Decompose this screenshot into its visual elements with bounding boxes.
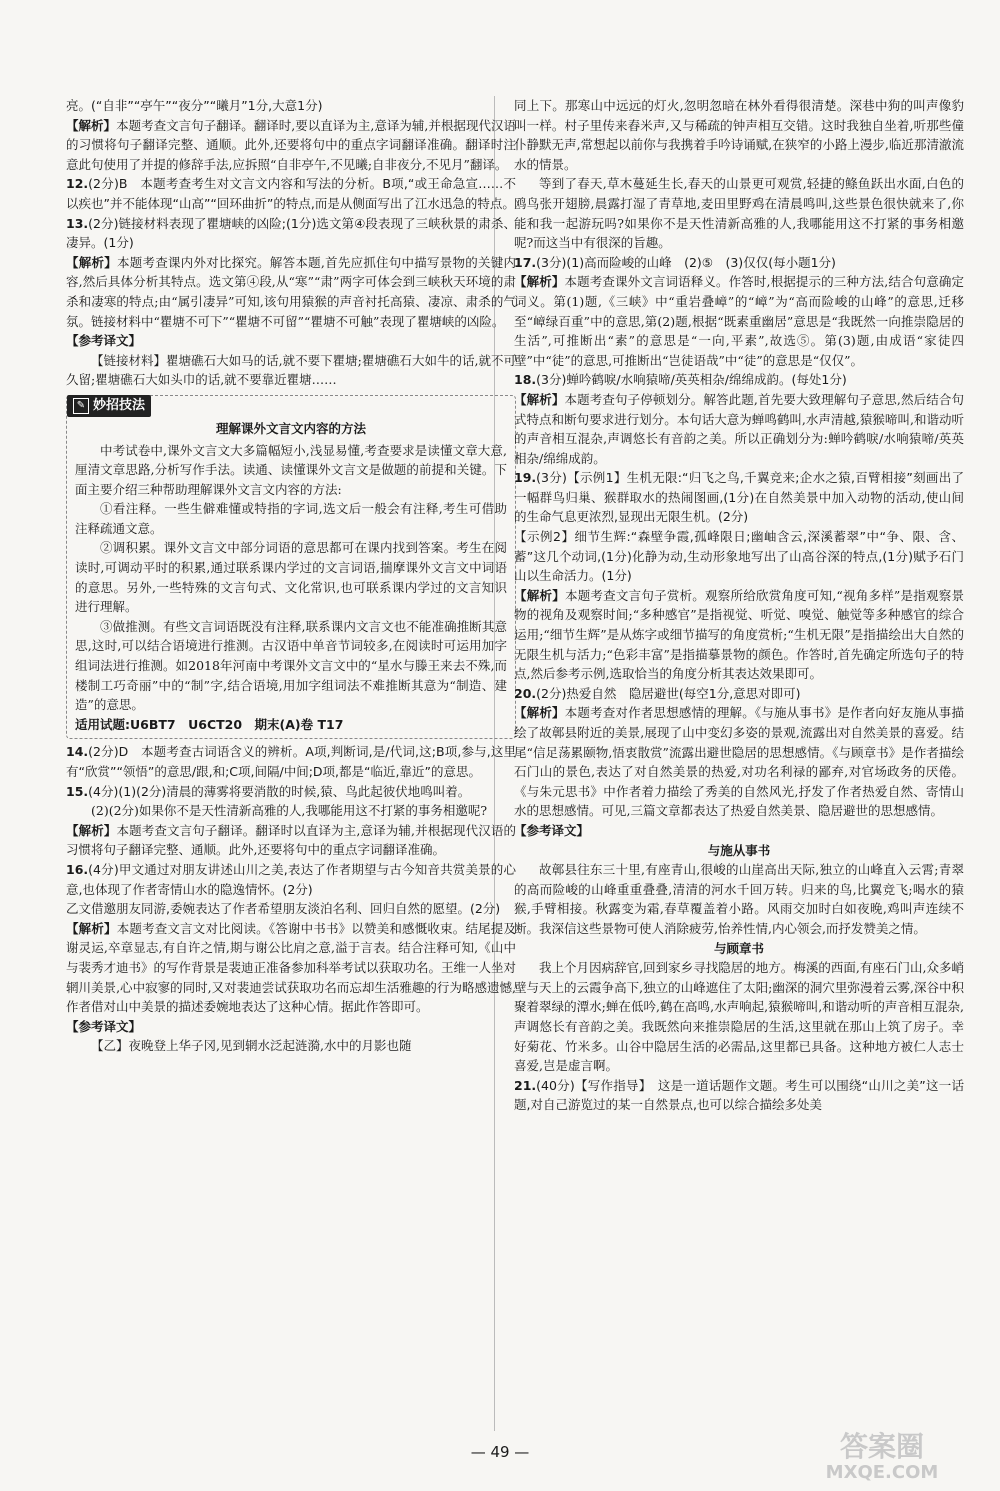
analysis-block <box>514 272 964 370</box>
answer-text: (40分)【写作指导】 这是一道话题作文题。考生可以围绕“山川之美”这一话题,对自己游览过的某一自然景点,也可以综合描绘多处美 <box>514 1077 964 1113</box>
analysis-block <box>66 821 516 860</box>
question-number: 16. <box>66 861 89 877</box>
answer-text: (2分)D 本题考查古词语含义的辨析。A项,判断词,是/代词,这;B项,参与,这里有“欣赏”“领悟”的意思/跟,和;C项,间隔/中间;D项,都是“临近,靠近”的意思。 <box>66 744 516 779</box>
analysis-text: 本题考查文言句子赏析。观察所给欣赏角度可知,“视角多样”是指观察景物的视角及观察时间;“多种感官”是指视觉、听觉、嗅觉、触觉等多种感官的综合运用;“细节生辉”是从炼字或细节描写的角度赏析;“生机无限”是指描绘出大自然的无限生机与活力;“色彩丰富”是指描摹景物的颜色。作答时,首先确定所选句子的特点,然后参考示例,选取恰当的角度分析其表达效果即可。 <box>514 587 964 682</box>
question-14 <box>66 742 516 781</box>
watermark-logo <box>782 1424 982 1484</box>
analysis-tag: 【解析】 <box>514 587 565 603</box>
answer-text: (2分)热爱自然 隐居避世(每空1分,意思对即可) <box>536 685 801 701</box>
analysis-tag: 【解析】 <box>66 117 117 133</box>
question-15 <box>66 782 516 802</box>
question-number: 12. <box>66 176 89 192</box>
question-number: 15. <box>66 783 89 799</box>
question-19 <box>514 468 964 527</box>
tip-header <box>67 395 507 417</box>
reference-translation-text: 等到了春天,草木蔓延生长,春天的山景更可观赏,轻捷的鲦鱼跃出水面,白色的鸥鸟张开翅膀,晨露打湿了青草地,麦田里野鸡在清晨鸣叫,这些景色很快就来了,你能和我一起游玩吗?如果你不是天性清新高雅的人,我哪能用这不打紧的事务相邀呢?而这当中有很深的旨趣。 <box>514 176 964 251</box>
reference-translation-text: 故鄣县往东三十里,有座青山,很峻的山崖高出天际,独立的山峰直入云霄;青翠的高而险峻的山峰重重叠叠,清清的河水千回万转。归来的鸟,比翼竞飞;喝水的猿猴,手臂相接。秋露变为霜,春草覆盖着小路。风雨交加时白如夜晚,鸡叫声连续不断。我深信这些景物可使人消除疲劳,怡养性情,内心领会,而抒发赞美之情。 <box>514 862 964 936</box>
translation-title: 与施从事书 <box>707 842 771 858</box>
analysis-text: 本题考查句子停顿划分。解答此题,首先要大致理解句子意思,然后结合句式特点和断句要求进行划分。本句话大意为蝉鸣鹤叫,水声清越,猿猴啼叫,和谐动听的声音相互混杂,声调悠长有音韵之美。所以正确划分为:蝉吟鹤唳/水响猿啼/英英相杂/绵绵成韵。 <box>514 391 964 466</box>
analysis-block <box>66 253 516 331</box>
question-number: 21. <box>514 1077 537 1093</box>
reference-translation-text: 【乙】夜晚登上华子冈,见到辋水泛起涟漪,水中的月影也随 <box>91 1038 412 1054</box>
analysis-text: 本题考查文言句子翻译。翻译时以直译为主,意译为辅,并根据现代汉语的习惯将句子翻译完整、通顺。此外,还要将句中的重点字词翻译准确。 <box>66 822 516 858</box>
tip-paragraph: ①看注释。一些生僻难懂或特指的字词,选文后一般会有注释,考生可借助注释疏通文意。 <box>75 501 507 536</box>
answer-text: (2分)B 本题考查考生对文言文内容和写法的分析。B项,“或王命急宣……不以疾也”并不能体现“山高”“回环曲折”的特点,而是从侧面写出了江水迅急的特点。 <box>66 176 516 211</box>
question-16 <box>66 860 516 899</box>
analysis-tag: 【解析】 <box>514 274 565 290</box>
answer-text: 【示例2】细节生辉:“森壁争霞,孤峰限日;幽岫含云,深溪蓄翠”中“争、限、含、蓄”这几个动词,(1分)化静为动,生动形象地写出了山高谷深的特点,(1分)赋予石门山以生命活力。(1分) <box>514 529 964 584</box>
right-column <box>514 96 964 1115</box>
analysis-text: 本题考查对作者思想感情的理解。《与施从事书》是作者向好友施从事描绘了故鄣县附近的美景,展现了山中变幻多姿的景观,流露出对自然美景的喜爱。结尾“信足荡累颐物,悟衷散赏”流露出避世隐居的思想感情。《与顾章书》是作者描绘石门山的景色,表达了对自然美景的热爱,对功名利禄的鄙弃,对官场政务的厌倦。《与朱元思书》中作者着力描绘了秀美的自然风光,抒发了作者热爱自然、寄情山水的思想感情。可见,三篇文章都表达了热爱自然美景、隐居避世的思想感情。 <box>514 705 964 819</box>
answer-text: (3分)(1)高而险峻的山峰 (2)⑤ (3)仅仅(每小题1分) <box>536 254 836 270</box>
tip-paragraph: 中考试卷中,课外文言文大多篇幅短小,浅显易懂,考查要求是读懂文章大意,厘清文章思路,分析写作手法。读通、读懂课外文言文是做题的前提和关键。下面主要介绍三种帮助理解课外文言文内容的方法: <box>75 442 507 497</box>
analysis-text: 本题考查课内外对比探究。解答本题,首先应抓住句中描写景物的关键内容,然后具体分析其特点。选文第④段,从“寒”“肃”两字可体会到三峡秋天环境的肃杀和凄寒的特点;由“属引凄异”可知,该句用猿猴的声音衬托高猿、凄凉、肃杀的气氛。链接材料中“瞿塘不可下”“瞿塘不可留”“瞿塘不可触”表现了瞿塘峡的凶险。 <box>66 254 516 329</box>
reference-translation-text: 我上个月因病辞官,回到家乡寻找隐居的地方。梅溪的西面,有座石门山,众多峭壁与天上的云霞争高下,独立的山峰遮住了太阳;幽深的洞穴里弥漫着云雾,深谷中积聚着翠绿的潭水;蝉在低吟,鹤在高鸣,水声响起,猿猴啼叫,和谐动听的声音相互混杂,声调悠长有音韵之美。我既然向来推崇隐居的生活,这里就在那山上筑了房子。幸好菊花、竹米多。山谷中隐居生活的必需品,这里都已具备。这种地方被仁人志士喜爱,岂是虚言啊。 <box>514 960 964 1074</box>
question-17 <box>514 253 964 273</box>
tip-paragraph: ③做推测。有些文言词语既没有注释,联系课内文言文也不能准确推断其意思,这时,可以结合语境进行推测。古汉语中单音节词较多,在阅读时可运用加字组词法进行推测。如2018年河南中考课外文言文中的“星水与滕王来去不殊,而楼制工巧奇丽”中的“制”字,结合语境,用加字组词法不难推断其意为“制造、建造”的意思。 <box>75 618 507 713</box>
tip-box <box>66 395 516 740</box>
question-20 <box>514 684 964 704</box>
analysis-text: 本题考查文言句子翻译。翻译时,要以直译为主,意译为辅,并根据现代汉语的习惯将句子翻译完整、通顺。此外,还要将句中的重点字词翻译准确。翻译时注意此句使用了并提的修辞手法,应拆照“自非亭午,不见曦;自非夜分,不见月”翻译。 <box>66 117 516 172</box>
analysis-block <box>514 586 964 684</box>
question-number: 17. <box>514 254 537 270</box>
question-21 <box>514 1076 964 1115</box>
question-number: 14. <box>66 744 89 760</box>
question-12 <box>66 174 516 213</box>
analysis-tag: 【解析】 <box>66 920 117 936</box>
reference-translation-tag: 【参考译文】 <box>66 333 142 349</box>
reference-translation-tag: 【参考译文】 <box>514 822 590 838</box>
reference-translation-tag: 【参考译文】 <box>66 1018 142 1034</box>
tip-title: 理解课外文言文内容的方法 <box>215 420 366 436</box>
answer-text: (4分)(1)(2分)清晨的薄雾将要消散的时候,猿、鸟此起彼伏地鸣叫着。 <box>88 783 471 799</box>
text-line: 亮。(“自非”“亭午”“夜分”“曦月”1分,大意1分) <box>66 98 323 113</box>
tip-logo-icon: ✎ <box>73 398 89 414</box>
answer-text: (3分)蝉吟鹤唳/水响猿啼/英英相杂/绵绵成韵。(每处1分) <box>536 372 847 388</box>
question-18 <box>514 370 964 390</box>
analysis-block <box>514 390 964 468</box>
answer-text: (3分)【示例1】生机无限:“归飞之鸟,千翼竞来;企水之猿,百臂相接”刻画出了一幅群鸟归巢、猴群取水的热闹图画,(1分)在自然美景中加入动物的活动,使山间的生命气息更浓烈,显现出无限生机。(2分) <box>514 470 964 525</box>
question-13 <box>66 214 516 253</box>
reference-translation-text: 同上下。那寒山中远远的灯火,忽明忽暗在林外看得很清楚。深巷中狗的叫声像豹叫一样。村子里传来舂米声,又与稀疏的钟声相互交错。这时我独自坐着,听那些僮仆静默无声,常想起以前你与我携着手吟诗诵赋,在狭窄的小路上漫步,临近那清澈流水的情景。 <box>514 98 964 172</box>
tip-logo <box>67 395 151 417</box>
reference-translation-text: 【链接材料】瞿塘礁石大如马的话,就不要下瞿塘;瞿塘礁石大如牛的话,就不可久留;瞿塘礁石大如头巾的话,就不要靠近瞿塘…… <box>66 352 516 388</box>
analysis-tag: 【解析】 <box>66 254 117 270</box>
analysis-text: 本题考查课外文言词语释义。作答时,根据提示的三种方法,结合句意确定词义。第(1)题,《三峡》中“重岩叠嶂”的“嶂”为“高而险峻的山峰”的意思,迁移至“嶂绿百重”中的意思,第(2)题,根据“既素重幽居”意思是“我既然一向推崇隐居的生活”,可推断出“素”的意思是“一向,平素”,故选⑤。第(3)题,由成语“家徒四壁”中“徒”的意思,可推断出“岂徒语哉”中“徒”的意思是“仅仅”。 <box>514 274 964 368</box>
question-number: 18. <box>514 372 537 388</box>
answer-text: 乙文借邀朋友同游,委婉表达了作者希望朋友淡泊名利、回归自然的愿望。(2分) <box>66 901 501 917</box>
page-number: — 49 — <box>470 1443 530 1461</box>
question-number: 20. <box>514 685 537 701</box>
translation-title: 与顾章书 <box>713 940 764 956</box>
watermark-site-text: MXQE.COM <box>825 1462 939 1483</box>
analysis-block <box>66 116 516 175</box>
left-column <box>66 96 516 1056</box>
analysis-tag: 【解析】 <box>66 822 117 838</box>
answer-text: (4分)甲文通过对朋友讲述山川之美,表达了作者期望与古今知音共赏美景的心意,也体现了作者寄情山水的隐逸情怀。(2分) <box>66 861 516 897</box>
analysis-block <box>514 703 964 821</box>
answer-text: (2分)链接材料表现了瞿塘峡的凶险;(1分)选文第④段表现了三峡秋景的肃杀、凄异。(1分) <box>66 215 516 251</box>
question-number: 13. <box>66 215 89 231</box>
analysis-block <box>66 919 516 1017</box>
analysis-tag: 【解析】 <box>514 391 565 407</box>
tip-logo-text: 妙招技法 <box>93 398 146 414</box>
analysis-text: 本题考查文言文对比阅读。《答谢中书书》以赞美和感慨收束。结尾提及谢灵运,卒章显志,有自许之情,期与谢公比肩之意,溢于言表。结合注释可知,《山中与裴秀才迪书》的写作背景是裴迪正准备参加科举考试以获取功名。王维一人坐对辋川美景,心中寂寥的同时,又对裴迪尝试获取功名而忘却生活雅趣的行为略感遗憾,作者借对山中美景的描述委婉地表达了这种心情。据此作答即可。 <box>66 920 517 1015</box>
tip-paragraph: ②调积累。课外文言文中部分词语的意思都可在课内找到答案。考生在阅读时,可调动平时的积累,通过联系课内学过的文言词语,揣摩课外文言文中词语的意思。另外,一些特殊的文言句式、文化常识,也可联系课内学过的文言知识进行理解。 <box>75 540 507 615</box>
watermark-logo-text: 答案圈 <box>839 1430 925 1463</box>
question-number: 19. <box>514 470 537 486</box>
tip-applied-questions: 适用试题:U6BT7 U6CT20 期末(A)卷 T17 <box>75 716 344 732</box>
answer-text: (2)(2分)如果你不是天性清新高雅的人,我哪能用这不打紧的事务相邀呢? <box>91 803 488 819</box>
analysis-tag: 【解析】 <box>514 705 565 721</box>
